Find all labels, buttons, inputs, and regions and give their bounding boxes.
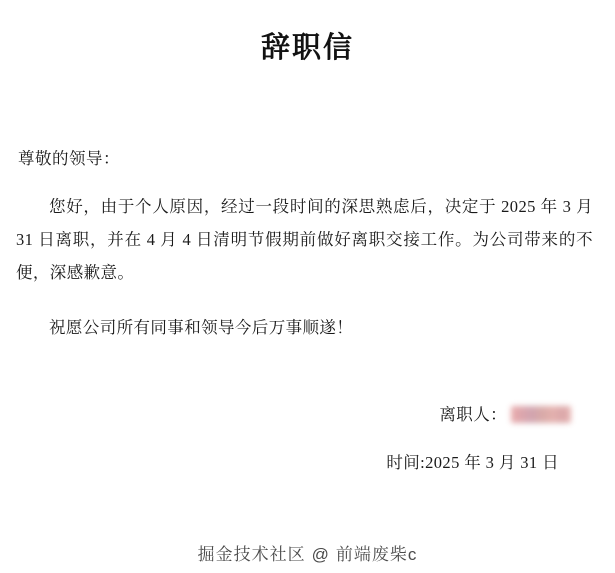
- paragraph-wish: 祝愿公司所有同事和领导今后万事顺遂！: [49, 318, 354, 338]
- signature-block: [16, 400, 599, 477]
- redacted-name-mask: [511, 406, 571, 423]
- watermark-separator: @: [311, 545, 330, 564]
- signature-date-label: 时间:: [386, 452, 426, 472]
- page-title: 辞职信: [260, 32, 354, 64]
- watermark: [0, 540, 615, 565]
- signature-date-value: 2025 年 3 月 31 日: [425, 452, 559, 472]
- signature-name-row: [16, 400, 571, 430]
- document-page: [0, 30, 615, 573]
- signature-date-row: [16, 448, 571, 478]
- signature-name-label: 离职人：: [439, 405, 507, 425]
- paragraph-reason: 您好，由于个人原因，经过一段时间的深思熟虑后，决定于 2025 年 3 月 31 日离职，并在 4 月 4 日清明节假期前做好离职交接工作。为公司带来的不便，深感歉意。: [16, 197, 593, 283]
- salutation-line: 尊敬的领导：: [18, 148, 120, 168]
- letter-body: [16, 146, 599, 344]
- watermark-handle: 前端废柴c: [335, 545, 418, 564]
- watermark-site: 掘金技术社区: [197, 545, 306, 564]
